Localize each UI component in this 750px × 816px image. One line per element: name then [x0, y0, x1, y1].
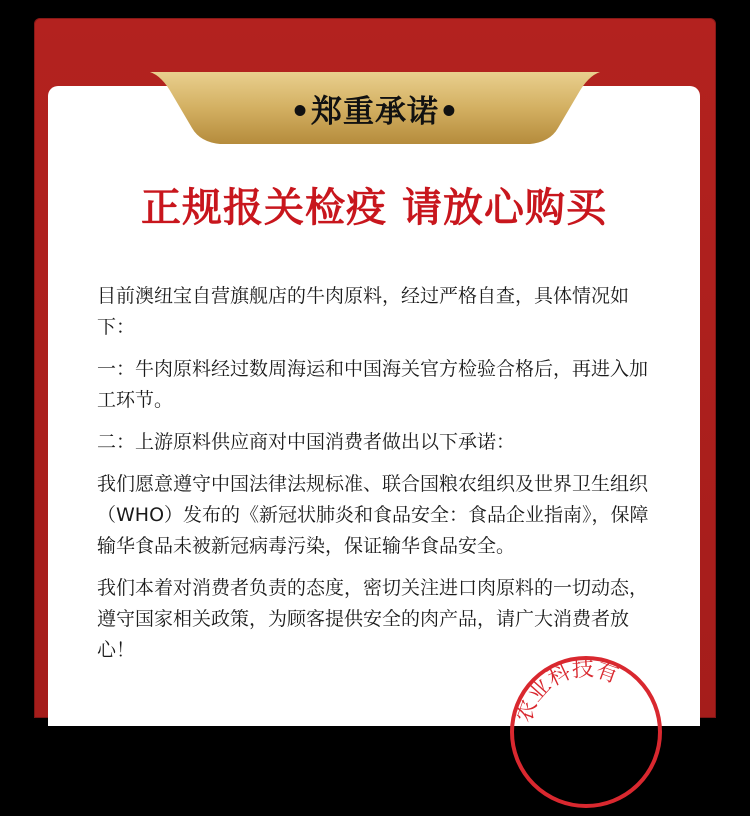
- seal-graphic: [506, 652, 666, 812]
- paragraph-closing: 我们本着对消费者负责的态度，密切关注进口肉原料的一切动态，遵守国家相关政策，为顾客提供安全的肉产品，请广大消费者放心！: [97, 577, 649, 661]
- seal-text: 农业科技有: [511, 656, 622, 726]
- paragraph-intro: 目前澳纽宝自营旗舰店的牛肉原料，经过严格自查，具体情况如下：: [97, 285, 630, 338]
- company-seal: [506, 652, 666, 812]
- paragraph-point-one: 一：牛肉原料经过数周海运和中国海关官方检验合格后，再进入加工环节。: [97, 358, 649, 411]
- banner-title: •郑重承诺•: [290, 94, 460, 130]
- page-headline: 正规报关检疫 请放心购买: [141, 185, 607, 231]
- paragraph-commitment: 我们愿意遵守中国法律法规标准、联合国粮农组织及世界卫生组织（WHO）发布的《新冠状肺炎和食品安全：食品企业指南》，保障输华食品未被新冠病毒污染，保证输华食品安全。: [97, 473, 649, 557]
- paragraph-point-two: 二：上游原料供应商对中国消费者做出以下承诺：: [97, 431, 516, 453]
- statement-body: [97, 281, 657, 677]
- banner-ribbon: [150, 72, 600, 146]
